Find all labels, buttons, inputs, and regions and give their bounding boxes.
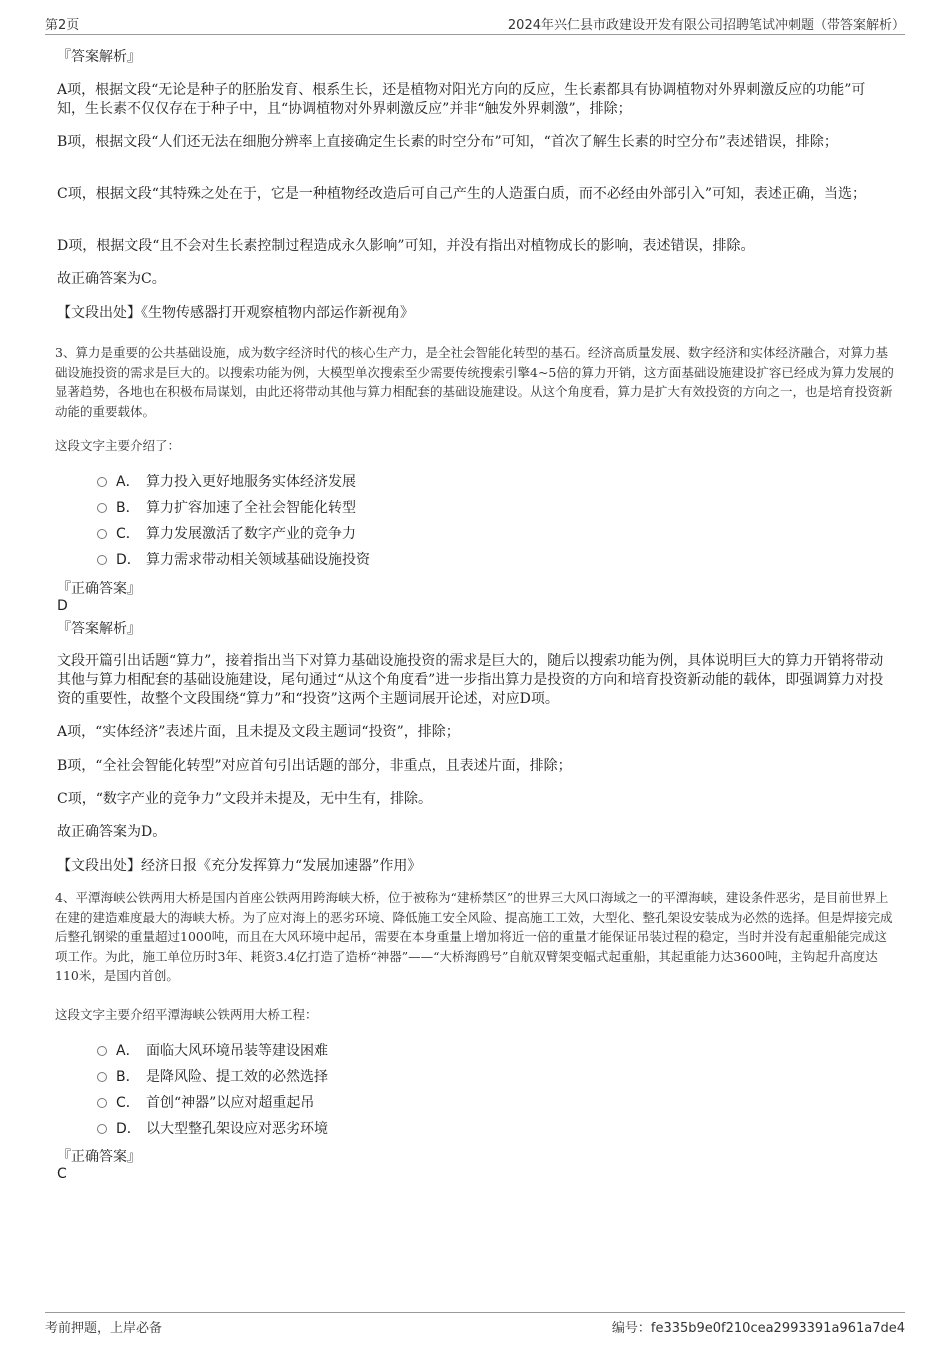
q4-option-d[interactable] (97, 1119, 328, 1139)
option-key: C． (116, 526, 140, 542)
page-footer (45, 1312, 905, 1343)
radio-icon[interactable] (97, 1046, 107, 1056)
radio-icon[interactable] (97, 1072, 107, 1082)
q3-source: 【文段出处】经济日报《充分发挥算力“发展加速器”作用》 (57, 858, 422, 874)
q4-option-c[interactable] (97, 1093, 314, 1113)
q3-analysis-b: B项，“全社会智能化转型”对应首句引出话题的部分，非重点，且表述片面，排除； (57, 758, 572, 774)
q3-analysis-c: C项，“数字产业的竞争力”文段并未提及，无中生有，排除。 (57, 791, 433, 807)
page-header (45, 12, 905, 35)
radio-icon[interactable] (97, 503, 107, 513)
option-text: 算力需求带动相关领域基础设施投资 (146, 552, 370, 568)
q3-analysis-title: 『答案解析』 (57, 621, 141, 637)
q3-answer-title: 『正确答案』 (57, 581, 141, 597)
q3-analysis-a: A项，“实体经济”表述片面，且未提及文段主题词“投资”，排除； (57, 724, 460, 740)
document-code (612, 1317, 905, 1336)
option-text: 首创“神器”以应对超重起吊 (146, 1095, 315, 1111)
q3-option-c[interactable] (97, 524, 356, 544)
radio-icon[interactable] (97, 529, 107, 539)
q3-option-a[interactable] (97, 472, 356, 492)
radio-icon[interactable] (97, 1098, 107, 1108)
option-text: 面临大风环境吊装等建设困难 (146, 1043, 328, 1059)
radio-icon[interactable] (97, 1124, 107, 1134)
q4-option-a[interactable] (97, 1041, 328, 1061)
q4-answer: C (57, 1166, 67, 1182)
document-title: 2024年兴仁县市政建设开发有限公司招聘笔试冲刺题（带答案解析） (507, 18, 905, 33)
option-key: A． (116, 474, 140, 490)
q2-analysis-c: C项，根据文段“其特殊之处在于，它是一种植物经改造后可自己产生的人造蛋白质，而不必经由外部引入”可知，表述正确，当选； (57, 186, 867, 202)
q2-analysis-b: B项，根据文段“人们还无法在细胞分辨率上直接确定生长素的时空分布”可知，“首次了解生长素的时空分布”表述错误，排除； (57, 134, 838, 150)
option-key: D． (116, 552, 141, 568)
radio-icon[interactable] (97, 477, 107, 487)
q4-stem: 4、平潭海峡公铁两用大桥是国内首座公铁两用跨海峡大桥，位于被称为“建桥禁区”的世界三大风口海域之一的平潭海峡，建设条件恶劣，是目前世界上在建的建造难度最大的海峡大桥。为了应对海上的恶劣环境、降低施工安全风险、提高施工工效，大型化、整孔架设安装成为必然的选择。但是焊接完成后整孔钢梁的重量超过1000吨，而且在大风环境中起吊，需要在本身重量上增加将近一倍的重量才能保证吊装过程的稳定，当时并没有起重船能完成这项工作。为此，施工单位历时3年、耗资3.4亿打造了造桥“神器”——“大桥海鸥号”自航双臂架变幅式起重船，其起重能力达3600吨，主钩起升高度达110米，是国内首创。 (55, 890, 893, 983)
q4-question: 这段文字主要介绍平潭海峡公铁两用大桥工程： (55, 1007, 318, 1022)
option-key: D． (116, 1121, 141, 1137)
option-text: 算力投入更好地服务实体经济发展 (146, 474, 356, 490)
q3-question: 这段文字主要介绍了： (55, 438, 181, 453)
q4-answer-title: 『正确答案』 (57, 1149, 141, 1165)
q2-analysis-a: A项，根据文段“无论是种子的胚胎发育、根系生长，还是植物对阳光方向的反应，生长素都具有协调植物对外界刺激反应的功能”可知，生长素不仅仅存在于种子中，且“协调植物对外界刺激反应”并非“触发外界刺激”，排除； (57, 82, 866, 117)
page-number: 第2页 (45, 18, 80, 33)
footer-slogan: 考前押题，上岸必备 (45, 1321, 163, 1336)
code-value: fe335b9e0f210cea2993391a961a7de4 (650, 1321, 905, 1336)
q3-stem: 3、算力是重要的公共基础设施，成为数字经济时代的核心生产力，是全社会智能化转型的基石。经济高质量发展、数字经济和实体经济融合，对算力基础设施投资的需求是巨大的。以搜索功能为例，大模型单次搜索至少需要传统搜索引擎4~5倍的算力开销，这方面基础设施建设扩容已经成为算力发展的显著趋势，各地也在积极布局谋划，由此还将带动其他与算力相配套的基础设施建设。从这个角度看，算力是扩大有效投资的方向之一，也是培育投资新动能的重要载体。 (55, 345, 894, 419)
q2-analysis-d: D项，根据文段“且不会对生长素控制过程造成永久影响”可知，并没有指出对植物成长的影响，表述错误，排除。 (57, 238, 755, 254)
option-text: 算力发展激活了数字产业的竞争力 (146, 526, 356, 542)
q4-option-b[interactable] (97, 1067, 328, 1087)
q3-option-d[interactable] (97, 550, 370, 570)
option-key: B． (116, 1069, 140, 1085)
radio-icon[interactable] (97, 555, 107, 565)
code-label: 编号： (611, 1321, 651, 1336)
q2-source: 【文段出处】《生物传感器打开观察植物内部运作新视角》 (57, 305, 414, 321)
q3-answer: D (57, 598, 68, 614)
option-text: 是降风险、提工效的必然选择 (146, 1069, 328, 1085)
option-key: C． (116, 1095, 140, 1111)
q3-conclusion: 故正确答案为D。 (57, 824, 167, 840)
option-key: B． (116, 500, 140, 516)
option-text: 以大型整孔架设应对恶劣环境 (146, 1121, 328, 1137)
q3-option-b[interactable] (97, 498, 356, 518)
q2-analysis-title: 『答案解析』 (57, 49, 141, 65)
q2-conclusion: 故正确答案为C。 (57, 271, 166, 287)
q3-analysis-main: 文段开篇引出话题“算力”，接着指出当下对算力基础设施投资的需求是巨大的，随后以搜索功能为例，具体说明巨大的算力开销将带动其他与算力相配套的基础设施建设，尾句通过“从这个角度看”进一步指出算力是投资的方向和培育投资新动能的载体，即强调算力对投资的重要性，故整个文段围绕“算力”和“投资”这两个主题词展开论述，对应D项。 (57, 653, 884, 707)
option-key: A． (116, 1043, 140, 1059)
option-text: 算力扩容加速了全社会智能化转型 (146, 500, 356, 516)
